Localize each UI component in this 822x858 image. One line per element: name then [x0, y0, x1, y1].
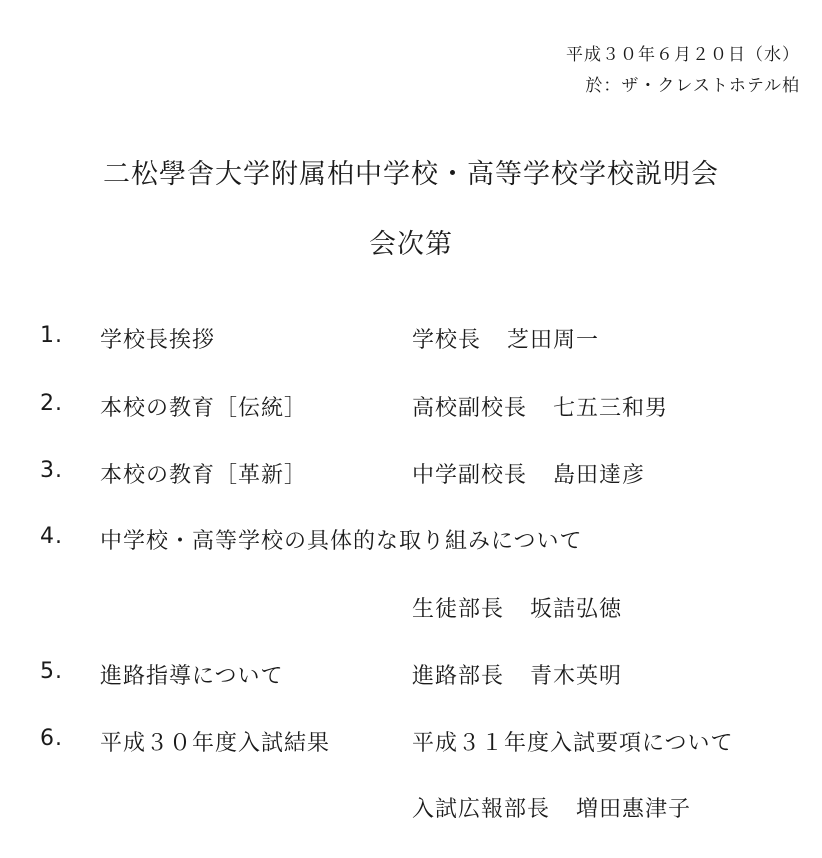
program-item: [0, 323, 822, 363]
presenter-name: 芝田周一: [507, 328, 600, 353]
presenter-role: 進路部長: [412, 664, 505, 689]
event-venue: 於：ザ・クレストホテル柏: [585, 76, 800, 96]
item-presenter: [412, 391, 668, 422]
program-item-presenter-row: [0, 592, 822, 632]
presenter-name: 七五三和男: [553, 396, 669, 421]
item-title: 本校の教育［伝統］: [100, 396, 308, 421]
presenter-name: 島田達彦: [553, 463, 646, 488]
presenter-role: 生徒部長: [412, 597, 505, 622]
presenter-name: 増田惠津子: [576, 797, 692, 822]
document-subtitle: 会次第: [369, 229, 453, 260]
presenter-role: 中学副校長: [412, 463, 528, 488]
program-item: [0, 458, 822, 498]
item-title: 本校の教育［革新］: [100, 463, 308, 488]
program-item: [0, 659, 822, 699]
item-presenter: [412, 323, 599, 354]
program-item: [0, 391, 822, 431]
item-number: 5.: [40, 659, 63, 684]
item-presenter: [412, 659, 622, 690]
program-item: [0, 726, 822, 766]
item-title: 平成３０年度入試結果: [100, 731, 331, 756]
event-date: 平成３０年６月２０日（水）: [566, 45, 800, 65]
document-title: 二松學舎大学附属柏中学校・高等学校学校説明会: [103, 159, 719, 190]
item-presenter: [412, 592, 622, 623]
presenter-name: 坂詰弘徳: [530, 597, 623, 622]
program-item-presenter-row: [0, 792, 822, 832]
item-number: 2.: [40, 391, 63, 416]
item-number: 6.: [40, 726, 63, 751]
presenter-name: 青木英明: [530, 664, 623, 689]
presenter-role: 高校副校長: [412, 396, 528, 421]
item-title: 学校長挨拶: [100, 328, 216, 353]
presenter-role: 入試広報部長: [412, 797, 551, 822]
item-number: 1.: [40, 323, 63, 348]
item-title: 中学校・高等学校の具体的な取り組みについて: [100, 529, 583, 554]
item-title: 進路指導について: [100, 664, 284, 689]
presenter-role: 学校長: [412, 328, 482, 353]
item-number: 3.: [40, 458, 63, 483]
item-presenter: [412, 458, 645, 489]
item-number: 4.: [40, 524, 63, 549]
item-subtitle: 平成３１年度入試要項について: [412, 731, 734, 756]
program-item: [0, 524, 822, 564]
item-presenter: [412, 792, 691, 823]
